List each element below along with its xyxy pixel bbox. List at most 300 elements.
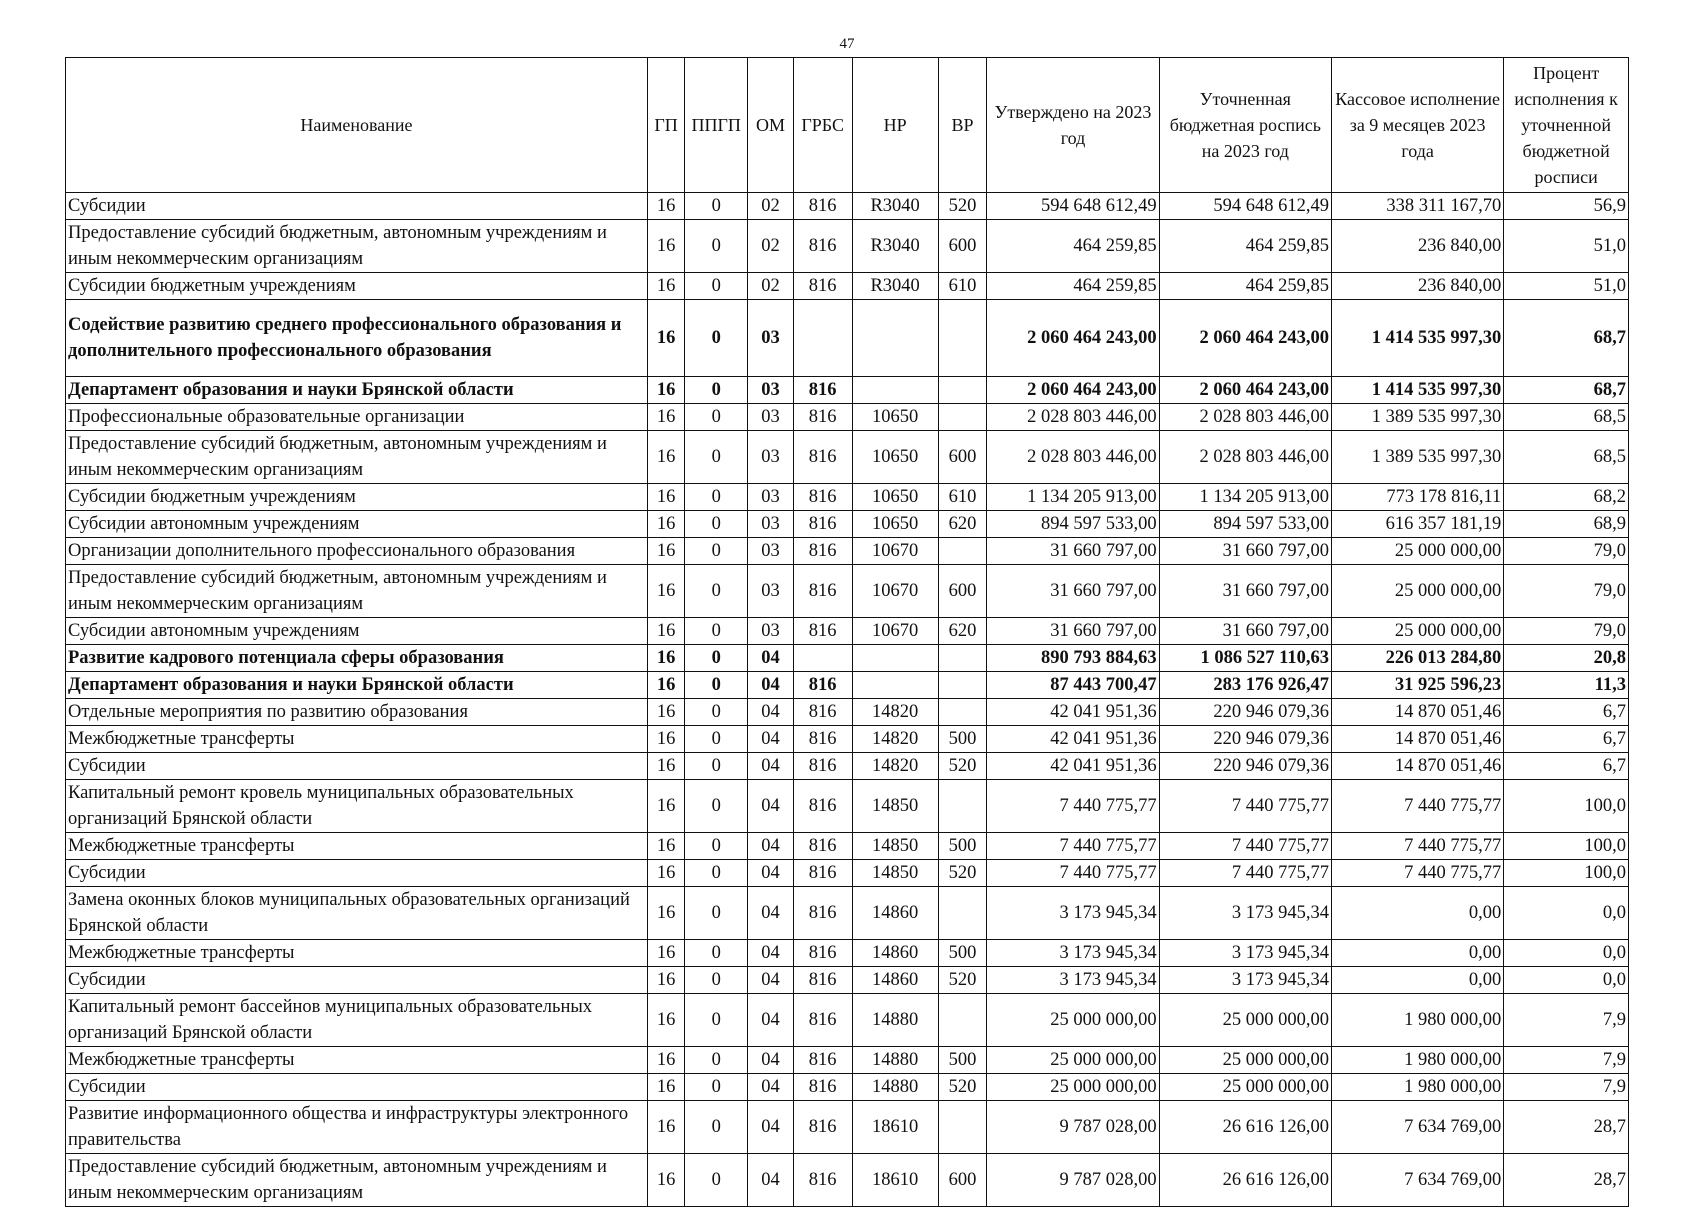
cell-vr [938,699,987,726]
cell-grbs: 816 [793,484,852,511]
table-row [66,618,1629,645]
cell-ppgp: 0 [685,273,748,300]
cell-refined: 7 440 775,77 [1159,780,1331,833]
cell-ppgp: 0 [685,220,748,273]
cell-name: Субсидии [66,193,648,220]
table-row [66,273,1629,300]
table-body [66,193,1629,1207]
cell-percent: 0,0 [1504,887,1629,940]
cell-ppgp: 0 [685,753,748,780]
cell-gp: 16 [647,273,685,300]
cell-grbs: 816 [793,618,852,645]
cell-approved: 7 440 775,77 [987,860,1159,887]
cell-np [852,300,938,377]
cell-np: R3040 [852,220,938,273]
cell-refined: 220 946 079,36 [1159,753,1331,780]
cell-np: 10670 [852,538,938,565]
cell-approved: 7 440 775,77 [987,780,1159,833]
cell-om: 04 [748,645,794,672]
cell-cash: 773 178 816,11 [1331,484,1503,511]
cell-name: Содействие развитию среднего профессионального образования и дополнительного профессионального образования [66,300,648,377]
table-row [66,511,1629,538]
cell-vr [938,300,987,377]
cell-grbs: 816 [793,887,852,940]
cell-grbs: 816 [793,431,852,484]
cell-gp: 16 [647,967,685,994]
cell-percent: 6,7 [1504,753,1629,780]
cell-refined: 283 176 926,47 [1159,672,1331,699]
cell-np: 10650 [852,484,938,511]
cell-gp: 16 [647,940,685,967]
cell-refined: 7 440 775,77 [1159,833,1331,860]
cell-percent: 79,0 [1504,538,1629,565]
cell-gp: 16 [647,404,685,431]
cell-approved: 2 028 803 446,00 [987,431,1159,484]
cell-cash: 25 000 000,00 [1331,538,1503,565]
cell-approved: 31 660 797,00 [987,565,1159,618]
cell-grbs: 816 [793,672,852,699]
cell-grbs: 816 [793,833,852,860]
cell-name: Развитие информационного общества и инфраструктуры электронного правительства [66,1101,648,1154]
cell-refined: 26 616 126,00 [1159,1154,1331,1207]
cell-om: 02 [748,193,794,220]
cell-gp: 16 [647,1154,685,1207]
cell-approved: 2 060 464 243,00 [987,377,1159,404]
cell-gp: 16 [647,538,685,565]
cell-percent: 100,0 [1504,860,1629,887]
cell-cash: 236 840,00 [1331,220,1503,273]
cell-om: 04 [748,940,794,967]
cell-om: 03 [748,404,794,431]
cell-approved: 7 440 775,77 [987,833,1159,860]
cell-cash: 616 357 181,19 [1331,511,1503,538]
cell-np: 14860 [852,887,938,940]
cell-grbs: 816 [793,726,852,753]
cell-ppgp: 0 [685,300,748,377]
cell-vr: 520 [938,860,987,887]
cell-vr: 610 [938,273,987,300]
cell-ppgp: 0 [685,672,748,699]
cell-gp: 16 [647,1101,685,1154]
cell-approved: 3 173 945,34 [987,967,1159,994]
cell-approved: 894 597 533,00 [987,511,1159,538]
cell-ppgp: 0 [685,193,748,220]
cell-gp: 16 [647,431,685,484]
cell-om: 03 [748,565,794,618]
cell-name: Субсидии [66,967,648,994]
cell-ppgp: 0 [685,565,748,618]
cell-cash: 25 000 000,00 [1331,565,1503,618]
cell-cash: 14 870 051,46 [1331,753,1503,780]
cell-ppgp: 0 [685,538,748,565]
cell-name: Организации дополнительного профессионального образования [66,538,648,565]
cell-grbs [793,300,852,377]
cell-percent: 7,9 [1504,1074,1629,1101]
cell-gp: 16 [647,672,685,699]
cell-percent: 6,7 [1504,699,1629,726]
table-row [66,753,1629,780]
cell-om: 04 [748,1074,794,1101]
cell-name: Предоставление субсидий бюджетным, автономным учреждениям и иным некоммерческим организациям [66,1154,648,1207]
cell-approved: 2 028 803 446,00 [987,404,1159,431]
cell-refined: 25 000 000,00 [1159,1074,1331,1101]
cell-grbs: 816 [793,940,852,967]
cell-gp: 16 [647,887,685,940]
table-row [66,940,1629,967]
cell-gp: 16 [647,994,685,1047]
cell-ppgp: 0 [685,618,748,645]
cell-approved: 31 660 797,00 [987,538,1159,565]
cell-np: 10650 [852,404,938,431]
cell-grbs: 816 [793,377,852,404]
cell-gp: 16 [647,484,685,511]
cell-name: Субсидии [66,753,648,780]
cell-refined: 25 000 000,00 [1159,1047,1331,1074]
cell-om: 02 [748,273,794,300]
cell-om: 04 [748,753,794,780]
cell-gp: 16 [647,780,685,833]
cell-vr: 620 [938,511,987,538]
cell-approved: 25 000 000,00 [987,1047,1159,1074]
cell-ppgp: 0 [685,511,748,538]
cell-name: Замена оконных блоков муниципальных образовательных организаций Брянской области [66,887,648,940]
cell-ppgp: 0 [685,645,748,672]
cell-np: 14850 [852,780,938,833]
cell-approved: 464 259,85 [987,220,1159,273]
cell-approved: 1 134 205 913,00 [987,484,1159,511]
cell-refined: 1 134 205 913,00 [1159,484,1331,511]
table-row [66,860,1629,887]
cell-np: R3040 [852,273,938,300]
cell-percent: 51,0 [1504,273,1629,300]
cell-percent: 20,8 [1504,645,1629,672]
cell-vr: 500 [938,940,987,967]
cell-cash: 7 440 775,77 [1331,860,1503,887]
cell-ppgp: 0 [685,431,748,484]
cell-np: 14850 [852,860,938,887]
cell-cash: 236 840,00 [1331,273,1503,300]
cell-om: 04 [748,860,794,887]
cell-ppgp: 0 [685,1154,748,1207]
cell-percent: 0,0 [1504,940,1629,967]
cell-percent: 68,2 [1504,484,1629,511]
cell-refined: 220 946 079,36 [1159,699,1331,726]
cell-name: Субсидии автономным учреждениям [66,618,648,645]
cell-name: Межбюджетные трансферты [66,1047,648,1074]
table-row [66,565,1629,618]
cell-cash: 1 980 000,00 [1331,1047,1503,1074]
cell-grbs: 816 [793,538,852,565]
cell-name: Субсидии автономным учреждениям [66,511,648,538]
table-row [66,645,1629,672]
header-vr: ВР [938,58,987,193]
cell-np: R3040 [852,193,938,220]
cell-approved: 464 259,85 [987,273,1159,300]
cell-cash: 31 925 596,23 [1331,672,1503,699]
cell-percent: 100,0 [1504,780,1629,833]
cell-percent: 68,5 [1504,431,1629,484]
table-row [66,193,1629,220]
cell-ppgp: 0 [685,780,748,833]
cell-cash: 1 980 000,00 [1331,1074,1503,1101]
cell-cash: 1 980 000,00 [1331,994,1503,1047]
cell-cash: 14 870 051,46 [1331,726,1503,753]
cell-ppgp: 0 [685,1101,748,1154]
cell-ppgp: 0 [685,1047,748,1074]
header-np: НР [852,58,938,193]
cell-gp: 16 [647,1074,685,1101]
cell-grbs: 816 [793,780,852,833]
cell-gp: 16 [647,377,685,404]
cell-approved: 87 443 700,47 [987,672,1159,699]
table-row [66,1047,1629,1074]
cell-cash: 25 000 000,00 [1331,618,1503,645]
header-ppgp: ППГП [685,58,748,193]
cell-om: 02 [748,220,794,273]
cell-cash: 7 440 775,77 [1331,833,1503,860]
cell-cash: 226 013 284,80 [1331,645,1503,672]
cell-approved: 890 793 884,63 [987,645,1159,672]
cell-approved: 25 000 000,00 [987,1074,1159,1101]
cell-percent: 56,9 [1504,193,1629,220]
table-row [66,300,1629,377]
page-number: 47 [839,36,855,52]
cell-refined: 25 000 000,00 [1159,994,1331,1047]
cell-name: Субсидии бюджетным учреждениям [66,484,648,511]
cell-grbs: 816 [793,273,852,300]
cell-cash: 1 389 535 997,30 [1331,431,1503,484]
cell-gp: 16 [647,1047,685,1074]
cell-grbs: 816 [793,699,852,726]
cell-percent: 11,3 [1504,672,1629,699]
cell-grbs: 816 [793,1154,852,1207]
cell-ppgp: 0 [685,377,748,404]
cell-cash: 14 870 051,46 [1331,699,1503,726]
cell-cash: 1 414 535 997,30 [1331,377,1503,404]
cell-refined: 594 648 612,49 [1159,193,1331,220]
cell-name: Капитальный ремонт бассейнов муниципальных образовательных организаций Брянской области [66,994,648,1047]
cell-vr [938,1101,987,1154]
cell-om: 04 [748,726,794,753]
cell-grbs: 816 [793,967,852,994]
table-row [66,672,1629,699]
cell-name: Предоставление субсидий бюджетным, автономным учреждениям и иным некоммерческим организациям [66,565,648,618]
cell-approved: 42 041 951,36 [987,753,1159,780]
cell-om: 03 [748,618,794,645]
table-row [66,220,1629,273]
cell-percent: 68,7 [1504,377,1629,404]
cell-grbs: 816 [793,994,852,1047]
cell-percent: 7,9 [1504,994,1629,1047]
cell-np: 14880 [852,994,938,1047]
cell-np: 18610 [852,1154,938,1207]
cell-np [852,672,938,699]
cell-percent: 28,7 [1504,1101,1629,1154]
table-row [66,1074,1629,1101]
cell-name: Предоставление субсидий бюджетным, автономным учреждениям и иным некоммерческим организациям [66,220,648,273]
cell-name: Развитие кадрового потенциала сферы образования [66,645,648,672]
cell-grbs: 816 [793,1074,852,1101]
cell-approved: 9 787 028,00 [987,1101,1159,1154]
cell-om: 04 [748,672,794,699]
cell-grbs: 816 [793,1101,852,1154]
cell-grbs [793,645,852,672]
cell-np: 14860 [852,967,938,994]
cell-percent: 51,0 [1504,220,1629,273]
cell-vr: 600 [938,565,987,618]
table-row [66,967,1629,994]
cell-name: Межбюджетные трансферты [66,726,648,753]
cell-vr: 500 [938,1047,987,1074]
cell-percent: 68,5 [1504,404,1629,431]
header-name: Наименование [66,58,648,193]
cell-om: 04 [748,1101,794,1154]
cell-vr: 520 [938,193,987,220]
table-row [66,780,1629,833]
cell-gp: 16 [647,511,685,538]
cell-vr: 600 [938,1154,987,1207]
cell-refined: 2 028 803 446,00 [1159,431,1331,484]
table-row [66,377,1629,404]
cell-grbs: 816 [793,511,852,538]
cell-ppgp: 0 [685,887,748,940]
cell-om: 03 [748,300,794,377]
cell-vr [938,645,987,672]
cell-name: Департамент образования и науки Брянской области [66,672,648,699]
cell-vr [938,404,987,431]
cell-approved: 31 660 797,00 [987,618,1159,645]
cell-vr: 620 [938,618,987,645]
cell-ppgp: 0 [685,484,748,511]
cell-ppgp: 0 [685,940,748,967]
cell-vr: 610 [938,484,987,511]
cell-gp: 16 [647,833,685,860]
cell-om: 04 [748,833,794,860]
cell-grbs: 816 [793,193,852,220]
cell-ppgp: 0 [685,994,748,1047]
cell-name: Субсидии бюджетным учреждениям [66,273,648,300]
cell-approved: 42 041 951,36 [987,726,1159,753]
cell-vr: 600 [938,431,987,484]
cell-refined: 31 660 797,00 [1159,618,1331,645]
cell-refined: 464 259,85 [1159,273,1331,300]
cell-percent: 79,0 [1504,618,1629,645]
cell-om: 04 [748,1154,794,1207]
cell-percent: 6,7 [1504,726,1629,753]
cell-ppgp: 0 [685,699,748,726]
cell-np [852,377,938,404]
cell-approved: 3 173 945,34 [987,887,1159,940]
budget-table [65,57,1629,1207]
cell-vr: 500 [938,726,987,753]
table-row [66,484,1629,511]
cell-np: 14880 [852,1047,938,1074]
cell-vr: 600 [938,220,987,273]
cell-gp: 16 [647,726,685,753]
cell-grbs: 816 [793,220,852,273]
cell-name: Капитальный ремонт кровель муниципальных образовательных организаций Брянской области [66,780,648,833]
cell-cash: 1 389 535 997,30 [1331,404,1503,431]
cell-om: 03 [748,377,794,404]
cell-name: Субсидии [66,860,648,887]
cell-om: 04 [748,699,794,726]
cell-ppgp: 0 [685,860,748,887]
cell-ppgp: 0 [685,967,748,994]
cell-refined: 894 597 533,00 [1159,511,1331,538]
cell-percent: 68,7 [1504,300,1629,377]
cell-refined: 31 660 797,00 [1159,565,1331,618]
cell-gp: 16 [647,645,685,672]
cell-percent: 7,9 [1504,1047,1629,1074]
cell-percent: 100,0 [1504,833,1629,860]
cell-approved: 3 173 945,34 [987,940,1159,967]
cell-om: 04 [748,1047,794,1074]
cell-cash: 1 414 535 997,30 [1331,300,1503,377]
table-row [66,431,1629,484]
cell-name: Субсидии [66,1074,648,1101]
cell-grbs: 816 [793,404,852,431]
header-cash: Кассовое исполнение за 9 месяцев 2023 года [1331,58,1503,193]
cell-refined: 2 060 464 243,00 [1159,377,1331,404]
cell-ppgp: 0 [685,833,748,860]
cell-np: 10650 [852,431,938,484]
table-row [66,404,1629,431]
cell-vr [938,994,987,1047]
table-row [66,1154,1629,1207]
cell-refined: 26 616 126,00 [1159,1101,1331,1154]
cell-om: 03 [748,511,794,538]
cell-grbs: 816 [793,1047,852,1074]
cell-name: Департамент образования и науки Брянской области [66,377,648,404]
cell-vr [938,672,987,699]
cell-om: 04 [748,994,794,1047]
cell-cash: 7 634 769,00 [1331,1101,1503,1154]
header-approved: Утверждено на 2023 год [987,58,1159,193]
cell-np: 10670 [852,565,938,618]
cell-grbs: 816 [793,753,852,780]
cell-cash: 0,00 [1331,887,1503,940]
cell-om: 04 [748,967,794,994]
table-row [66,833,1629,860]
cell-vr: 520 [938,1074,987,1101]
cell-approved: 2 060 464 243,00 [987,300,1159,377]
cell-cash: 7 440 775,77 [1331,780,1503,833]
cell-name: Отдельные мероприятия по развитию образования [66,699,648,726]
cell-vr [938,538,987,565]
cell-vr: 520 [938,967,987,994]
cell-refined: 3 173 945,34 [1159,940,1331,967]
table-row [66,1101,1629,1154]
cell-refined: 7 440 775,77 [1159,860,1331,887]
cell-grbs: 816 [793,860,852,887]
cell-vr: 500 [938,833,987,860]
header-om: ОМ [748,58,794,193]
header-gp: ГП [647,58,685,193]
header-refined: Уточненная бюджетная роспись на 2023 год [1159,58,1331,193]
table-row [66,538,1629,565]
cell-gp: 16 [647,860,685,887]
cell-np: 14820 [852,726,938,753]
cell-gp: 16 [647,565,685,618]
cell-np: 14820 [852,753,938,780]
cell-np: 10670 [852,618,938,645]
cell-gp: 16 [647,699,685,726]
cell-gp: 16 [647,618,685,645]
table-header-row [66,58,1629,193]
cell-ppgp: 0 [685,1074,748,1101]
cell-vr [938,780,987,833]
cell-ppgp: 0 [685,726,748,753]
